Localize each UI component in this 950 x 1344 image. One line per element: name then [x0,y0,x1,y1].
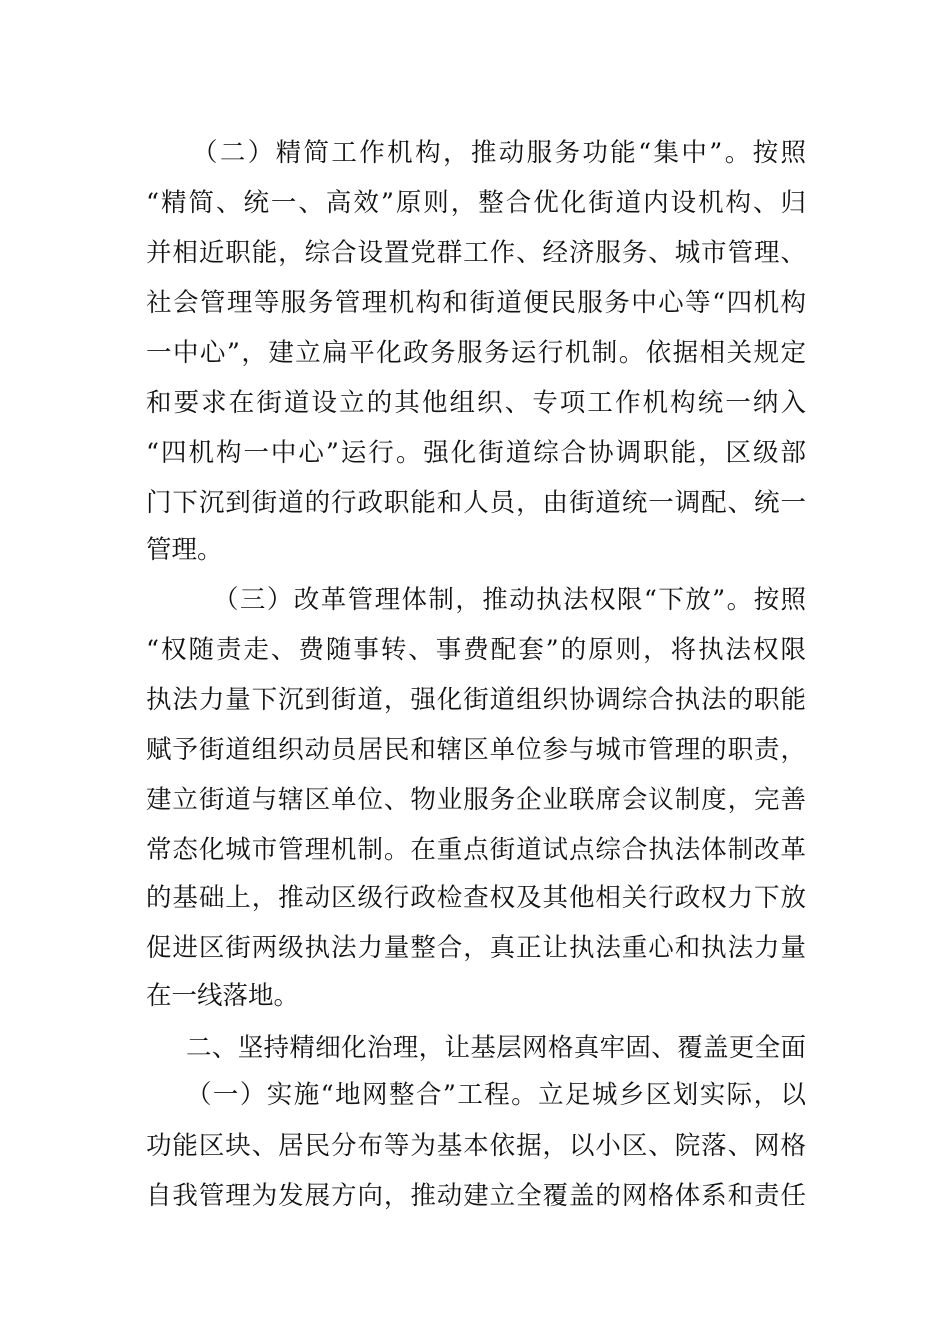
paragraph-2-line-5: 一中心”，建立扁平化政务服务运行机制。依据相关规定 [146,338,806,368]
paragraph-4-line-1: （一）实施“地网整合”工程。立足城乡区划实际，以 [186,1080,806,1110]
paragraph-3-line-8: 促进区街两级执法力量整合，真正让执法重心和执法力量 [146,933,806,963]
paragraph-2-line-1: （二）精简工作机构，推动服务功能“集中”。按照 [192,138,806,168]
paragraph-2-line-7: “四机构一中心”运行。强化街道综合协调职能，区级部 [146,438,806,468]
section-heading: 二、坚持精细化治理，让基层网格真牢固、覆盖更全面 [186,1033,806,1063]
paragraph-2-line-8: 门下沉到街道的行政职能和人员，由街道统一调配、统一 [146,488,806,518]
paragraph-2-line-4: 社会管理等服务管理机构和街道便民服务中心等“四机构 [146,288,806,318]
paragraph-3-line-3: 执法力量下沉到街道，强化街道组织协调综合执法的职能 [146,685,806,715]
paragraph-3-line-9: 在一线落地。 [146,981,300,1011]
paragraph-4-line-3: 自我管理为发展方向，推动建立全覆盖的网格体系和责任 [146,1181,806,1211]
paragraph-2-line-2: “精简、统一、高效”原则，整合优化街道内设机构、归 [146,188,806,218]
paragraph-2-line-6: 和要求在街道设立的其他组织、专项工作机构统一纳入 [146,388,806,418]
paragraph-2-line-3: 并相近职能，综合设置党群工作、经济服务、城市管理、 [146,238,806,268]
paragraph-3-line-1: （三）改革管理体制，推动执法权限“下放”。按照 [213,585,806,615]
paragraph-3-line-7: 的基础上，推动区级行政检查权及其他相关行政权力下放 [146,883,806,913]
paragraph-3-line-2: “权随责走、费随事转、事费配套”的原则，将执法权限 [146,635,806,665]
paragraph-3-line-6: 常态化城市管理机制。在重点街道试点综合执法体制改革 [146,835,806,865]
paragraph-4-line-2: 功能区块、居民分布等为基本依据，以小区、院落、网格 [146,1131,806,1161]
paragraph-3-line-5: 建立街道与辖区单位、物业服务企业联席会议制度，完善 [146,785,806,815]
paragraph-2-line-9: 管理。 [146,535,223,565]
paragraph-3-line-4: 赋予街道组织动员居民和辖区单位参与城市管理的职责， [146,735,806,765]
